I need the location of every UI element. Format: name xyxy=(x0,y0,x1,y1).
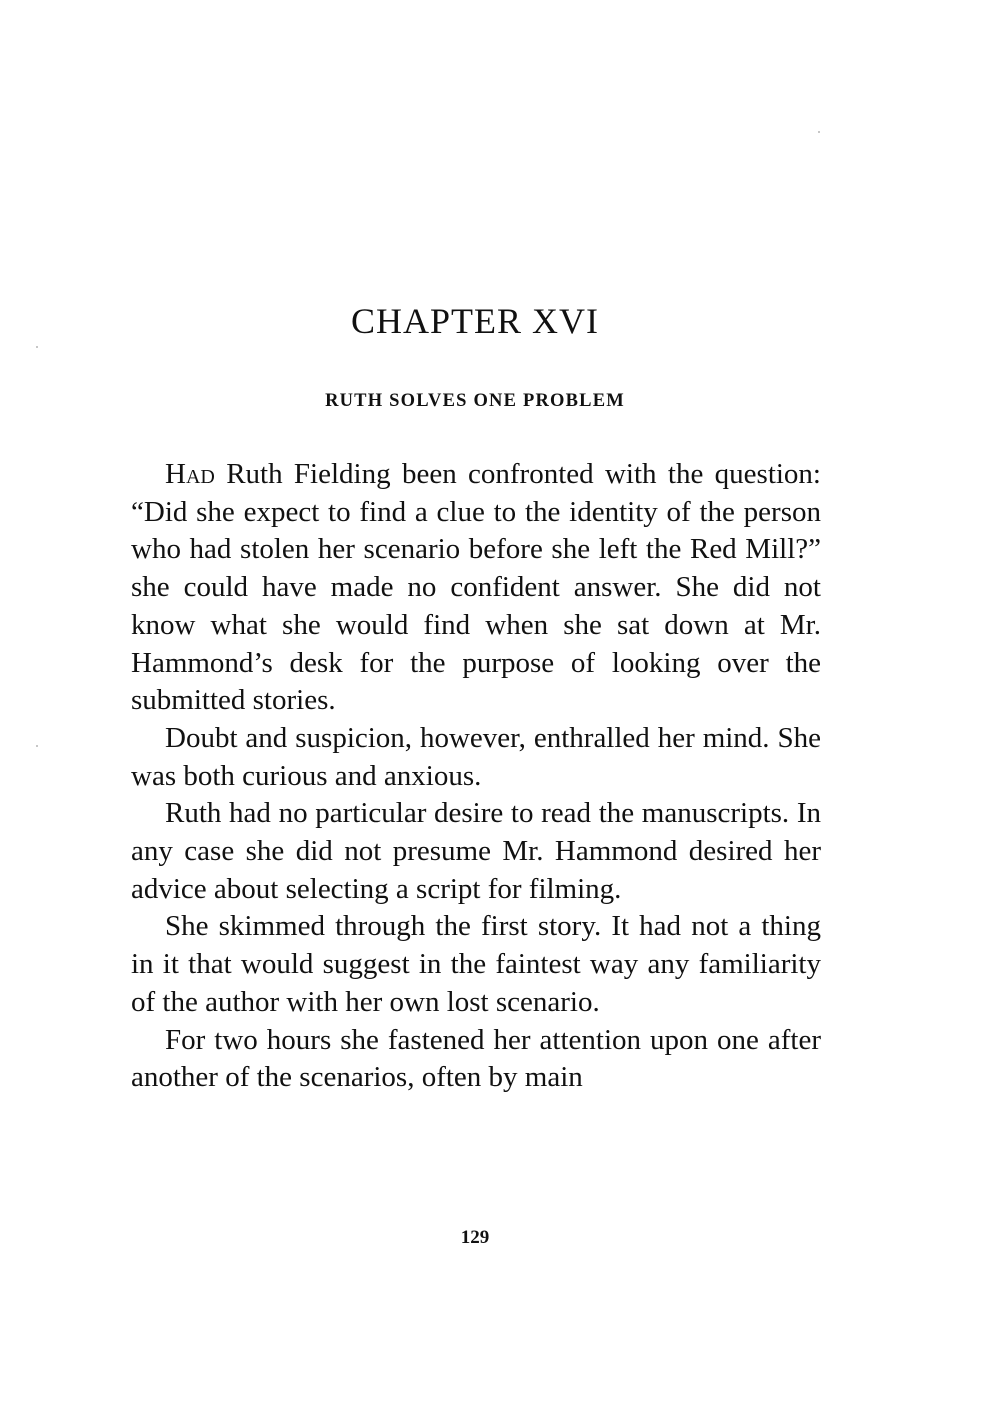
scan-speck xyxy=(818,131,820,133)
paragraph: Doubt and suspicion, however, enthralled her mind. She was both curious and anxious. xyxy=(131,721,821,792)
scan-speck xyxy=(36,745,38,747)
paragraph: For two hours she fastened her attention upon one after another of the scenarios, often by main xyxy=(131,1023,821,1094)
scan-speck xyxy=(36,346,38,348)
opening-word: Had xyxy=(165,458,215,490)
paragraph: Ruth had no particular desire to read the manuscripts. In any case she did not presume Mr. Hammond desired her advice about selecting a script for filming. xyxy=(131,797,821,905)
chapter-body xyxy=(131,456,821,1097)
paragraph-text: Ruth Fielding been confronted with the question: “Did she expect to find a clue to the identity of the person who had stolen her scenario before she left the Red Mill?” she could have made no confident answer. She did not know what she would find when she sat down at Mr. Hammond’s desk for the purpose of looking over the submitted stories. xyxy=(131,458,821,717)
page-number: 129 xyxy=(460,1227,490,1248)
chapter-title: RUTH SOLVES ONE PROBLEM xyxy=(325,391,625,411)
paragraph xyxy=(131,456,821,720)
chapter-heading: CHAPTER XVI xyxy=(350,301,599,341)
paragraph: She skimmed through the first story. It had not a thing in it that would suggest in the faintest way any familiarity of the author with her own lost scenario. xyxy=(131,910,821,1018)
